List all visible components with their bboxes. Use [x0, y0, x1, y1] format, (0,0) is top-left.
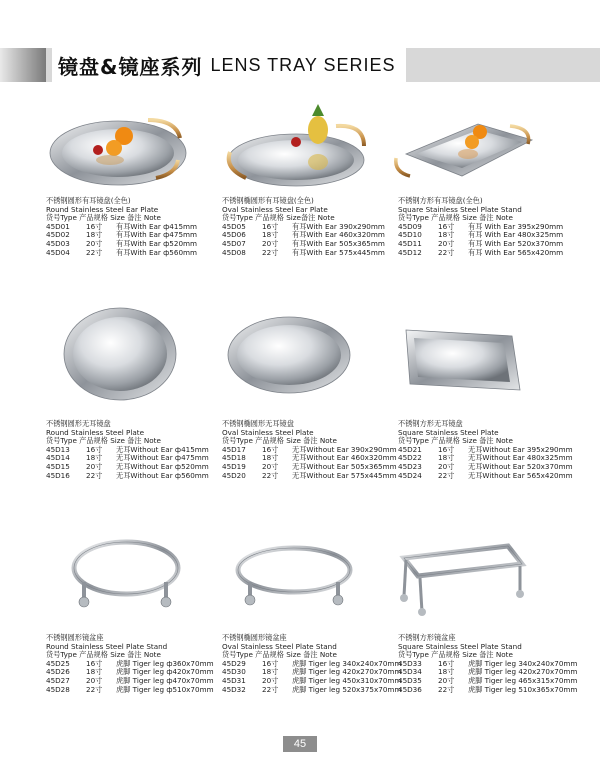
spec-row: 45D36 22寸 虎脚 Tiger leg 510x365x70mm: [398, 684, 578, 694]
oval-plate-image: [226, 314, 354, 396]
square-ear-plate-image: [392, 118, 542, 188]
spec-row: 45D26 18寸 虎脚 Tiger leg ф420x70mm: [46, 667, 214, 677]
product-info-oval-plate: [222, 420, 397, 480]
spec-row: 45D22 18寸 无耳Without Ear 480x325mm: [398, 453, 573, 463]
spec-row: 45D29 16寸 虎脚 Tiger leg 340x240x70mm: [222, 658, 402, 668]
spec-row: 45D19 20寸 无耳Without Ear 505x365mm: [222, 461, 397, 471]
product-name-cn: 不锈钢圆形有耳镜盘(全色): [46, 196, 131, 205]
product-name-cn: 不锈钢方形有耳镜盘(全色): [398, 196, 483, 205]
spec-header: 货号Type 产品规格 Size 备注 Note: [46, 213, 161, 223]
spec-row: 45D06 18寸 有耳With Ear 460x320mm: [222, 230, 385, 240]
header-gradient-block: [0, 48, 46, 82]
spec-row: 45D25 16寸 虎脚 Tiger leg ф360x70mm: [46, 658, 214, 668]
spec-header: 货号Type 产品规格 Size 备注 Note: [222, 436, 337, 446]
spec-row: 45D05 16寸 有耳With Ear 390x290mm: [222, 221, 385, 231]
round-stand-image: [68, 532, 186, 612]
spec-header: 货号Type 产品规格 Size备注 Note: [222, 213, 335, 223]
spec-row: 45D07 20寸 有耳With Ear 505x365mm: [222, 238, 385, 248]
title-cn: 镜盘&镜座系列: [58, 54, 203, 79]
spec-row: 45D33 16寸 虎脚 Tiger leg 340x240x70mm: [398, 658, 578, 668]
square-stand-image: [398, 540, 530, 618]
square-plate-image: [400, 326, 524, 396]
spec-row: 45D21 16寸 无耳Without Ear 395x290mm: [398, 444, 573, 454]
product-name-cn: 不锈钢椭圆形镜盆座: [222, 633, 287, 642]
product-name-cn: 不锈钢圆形无耳镜盘: [46, 419, 111, 428]
product-name-cn: 不锈钢椭圆形无耳镜盘: [222, 419, 294, 428]
spec-row: 45D30 18寸 虎脚 Tiger leg 420x270x70mm: [222, 667, 402, 677]
product-name-en: Round Stainless Steel Ear Plate: [46, 204, 159, 214]
product-name-en: Square Stainless Steel Plate Stand: [398, 204, 522, 214]
spec-row: 45D23 20寸 无耳Without Ear 520x370mm: [398, 461, 573, 471]
spec-header: 货号Type 产品规格 Size 备注 Note: [398, 650, 513, 660]
spec-row: 45D35 20寸 虎脚 Tiger leg 465x315x70mm: [398, 675, 578, 685]
round-plate-image: [62, 306, 182, 404]
spec-row: 45D14 18寸 无耳Without Ear ф475mm: [46, 453, 209, 463]
product-info-square-ear-plate: [398, 197, 563, 257]
spec-header: 货号Type 产品规格 Size 备注 Note: [46, 436, 161, 446]
spec-row: 45D28 22寸 虎脚 Tiger leg ф510x70mm: [46, 684, 214, 694]
spec-row: 45D01 16寸 有耳With Ear ф415mm: [46, 221, 198, 231]
product-name-en: Round Stainless Steel Plate: [46, 427, 145, 437]
spec-row: 45D04 22寸 有耳With Ear ф560mm: [46, 247, 198, 257]
spec-header: 货号Type 产品规格 Size 备注 Note: [398, 213, 513, 223]
spec-row: 45D32 22寸 虎脚 Tiger leg 520x375x70mm: [222, 684, 402, 694]
spec-header: 货号Type 产品规格 Size 备注 Note: [222, 650, 337, 660]
spec-row: 45D11 20寸 有耳 With Ear 520x370mm: [398, 238, 564, 248]
oval-ear-plate-image: [218, 100, 368, 190]
header-title: [52, 46, 406, 84]
spec-row: 45D15 20寸 无耳Without Ear ф520mm: [46, 461, 209, 471]
oval-stand-image: [234, 540, 356, 614]
spec-row: 45D10 18寸 有耳 With Ear 480x325mm: [398, 230, 564, 240]
spec-header: 货号Type 产品规格 Size 备注 Note: [398, 436, 513, 446]
product-name-en: Oval Stainless Steel Plate: [222, 427, 314, 437]
product-info-square-plate: [398, 420, 573, 480]
product-info-square-stand: [398, 634, 577, 694]
spec-row: 45D13 16寸 无耳Without Ear ф415mm: [46, 444, 209, 454]
product-name-en: Square Stainless Steel Plate: [398, 427, 499, 437]
spec-row: 45D12 22寸 有耳 With Ear 565x420mm: [398, 247, 564, 257]
product-name-en: Oval Stainless Steel Plate Stand: [222, 641, 337, 651]
spec-row: 45D09 16寸 有耳 With Ear 395x290mm: [398, 221, 564, 231]
round-ear-plate-image: [48, 108, 193, 188]
product-name-en: Oval Stainless Steel Ear Plate: [222, 204, 328, 214]
spec-row: 45D02 18寸 有耳With Ear ф475mm: [46, 230, 198, 240]
product-name-cn: 不锈钢方形无耳镜盘: [398, 419, 463, 428]
spec-row: 45D18 18寸 无耳Without Ear 460x320mm: [222, 453, 397, 463]
product-info-oval-stand: [222, 634, 401, 694]
product-name-cn: 不锈钢圆形镜盆座: [46, 633, 104, 642]
spec-row: 45D20 22寸 无耳Without Ear 575x445mm: [222, 470, 397, 480]
spec-row: 45D27 20寸 虎脚 Tiger leg ф470x70mm: [46, 675, 214, 685]
product-name-en: Round Stainless Steel Plate Stand: [46, 641, 168, 651]
product-info-oval-ear-plate: [222, 197, 385, 257]
product-info-round-stand: [46, 634, 214, 694]
product-name-cn: 不锈钢椭圆形有耳镜盘(全色): [222, 196, 314, 205]
spec-row: 45D17 16寸 无耳Without Ear 390x290mm: [222, 444, 397, 454]
product-name-cn: 不锈钢方形镜盆座: [398, 633, 456, 642]
page-number: 45: [283, 736, 317, 752]
spec-row: 45D24 22寸 无耳Without Ear 565x420mm: [398, 470, 573, 480]
spec-row: 45D34 18寸 虎脚 Tiger leg 420x270x70mm: [398, 667, 578, 677]
title-en: LENS TRAY SERIES: [210, 54, 396, 75]
spec-row: 45D31 20寸 虎脚 Tiger leg 450x310x70mm: [222, 675, 402, 685]
product-info-round-plate: [46, 420, 209, 480]
spec-header: 货号Type 产品规格 Size 备注 Note: [46, 650, 161, 660]
product-name-en: Square Stainless Steel Plate Stand: [398, 641, 522, 651]
spec-row: 45D16 22寸 无耳Without Ear ф560mm: [46, 470, 209, 480]
product-info-round-ear-plate: [46, 197, 197, 257]
spec-row: 45D08 22寸 有耳With Ear 575x445mm: [222, 247, 385, 257]
spec-row: 45D03 20寸 有耳With Ear ф520mm: [46, 238, 198, 248]
page-header: [0, 44, 600, 86]
